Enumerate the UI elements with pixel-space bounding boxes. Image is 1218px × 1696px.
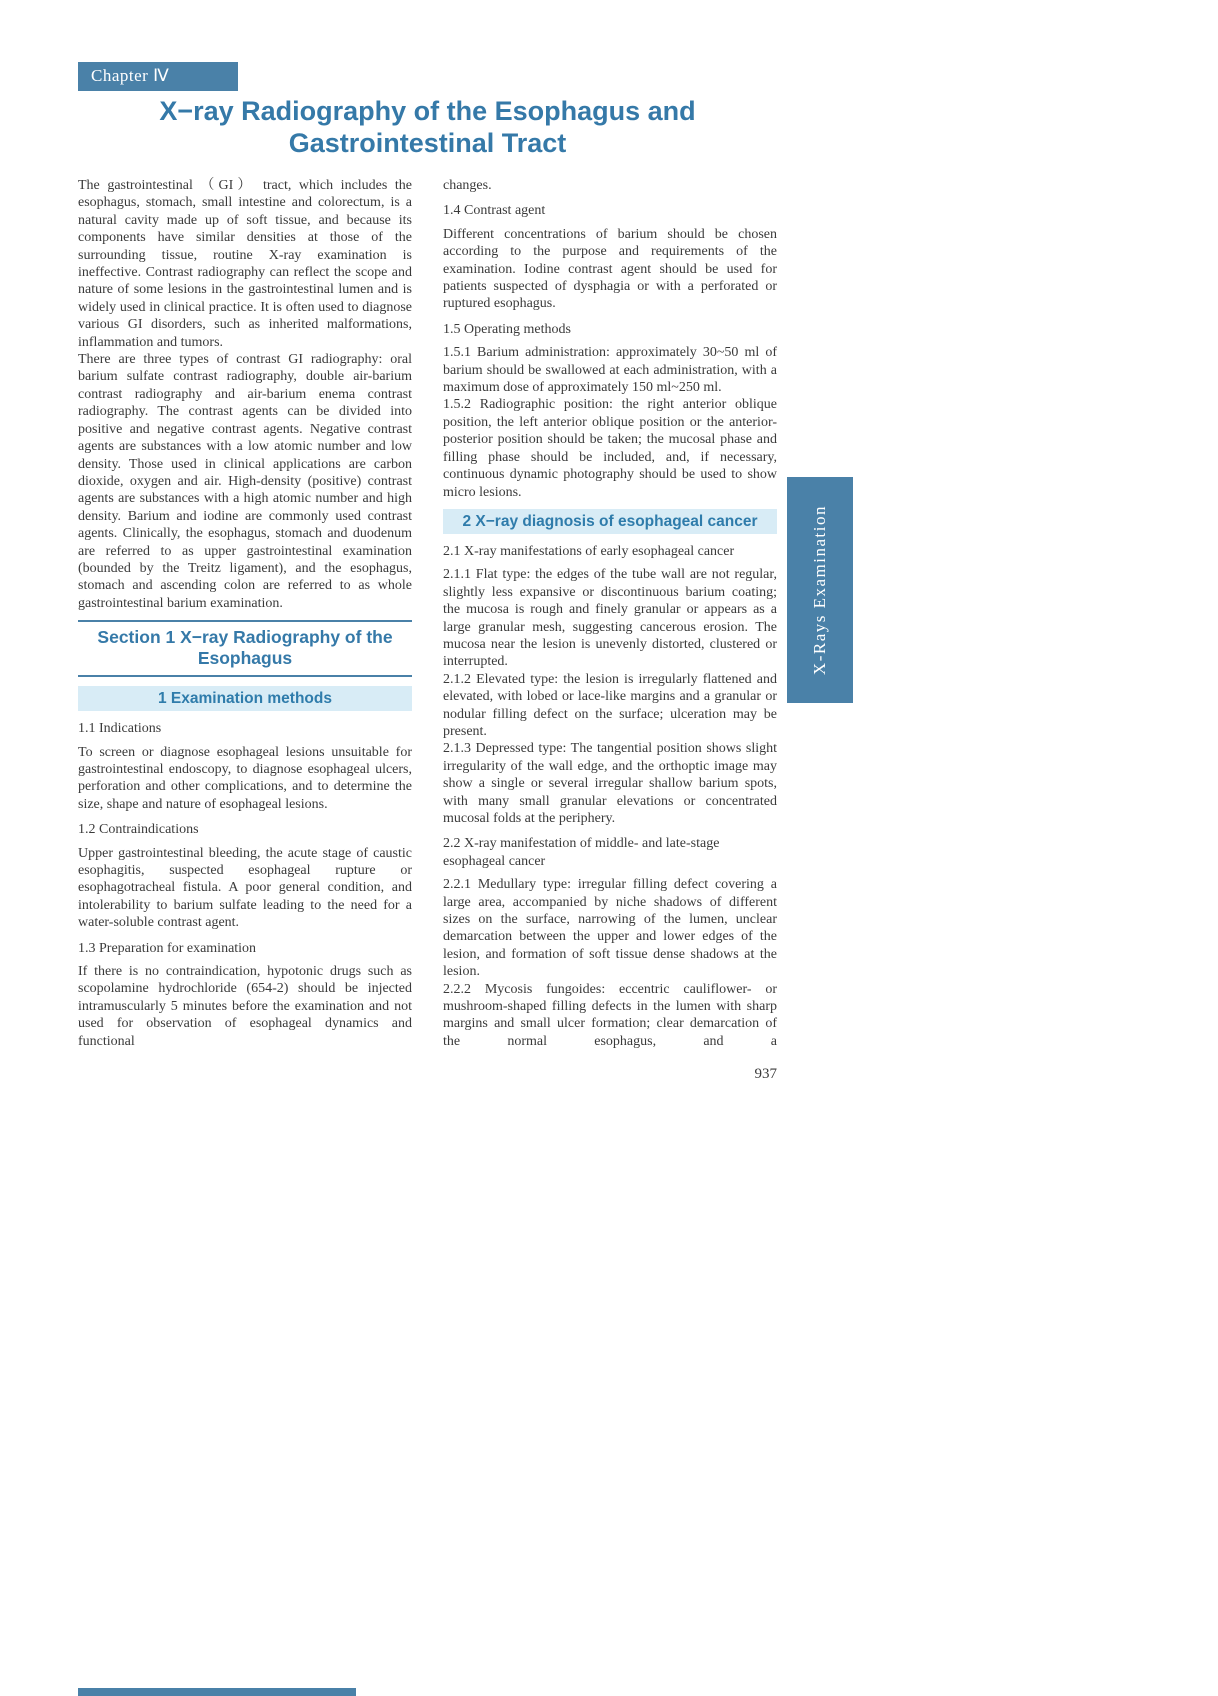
heading-1-1: 1.1 Indications	[78, 721, 162, 737]
side-tab-xrays-examination	[787, 477, 853, 703]
paragraph-intro-2: There are three types of contrast GI radiography: oral barium sulfate contrast radiography, double air-barium contrast radiography and air-barium enema contrast radiography. The contrast agents can be divided into positive and negative contrast agents. Negative contrast agents are substances with a low atomic number and low density. Those used in clinical applications are carbon dioxide, oxygen and air. High-density (positive) contrast agents are substances with a high atomic number and high density. Barium and iodine are commonly used contrast agents. Clinically, the esophagus, stomach and duodenum are referred to as upper gastrointestinal examination (bounded by the Treitz ligament), and the esophagus, stomach and ascending colon are referred to as whole gastrointestinal barium examination.	[78, 352, 412, 611]
band-xray-diagnosis: 2 X−ray diagnosis of esophageal cancer	[443, 509, 777, 534]
section-1-heading: Section 1 X−ray Radiography of the Esophagus	[78, 620, 412, 677]
paragraph-2-1-3: 2.1.3 Depressed type: The tangential position shows slight irregularity of the wall edge, and the orthoptic image may show a single or several irregular shallow barium spots, with many small granular elevations or concentrated mucosal folds at the periphery.	[443, 741, 777, 826]
paragraph-2-1-2: 2.1.2 Elevated type: the lesion is irregularly flattened and elevated, with lobed or lace-like margins and a granular or nodular filling defect on the surface; ulceration may be present.	[443, 671, 777, 739]
heading-1-3: 1.3 Preparation for examination	[78, 940, 257, 956]
paragraph-changes: changes.	[443, 178, 492, 193]
paragraph-1-3: If there is no contraindication, hypotonic drugs such as scopolamine hydrochloride (654-2) should be injected intramuscularly 5 minutes before the examination and not used for observation of esophageal dynamics and functional	[78, 964, 412, 1049]
paragraph-2-2-1: 2.2.1 Medullary type: irregular filling defect covering a large area, accompanied by niche shadows of different sizes on the surface, narrowing of the lumen, unclear demarcation between the upper and lower edges of the lesion, and formation of soft tissue dense shadows at the lesion.	[443, 877, 777, 980]
page-number: 937	[754, 1066, 777, 1083]
heading-2-1: 2.1 X-ray manifestations of early esophageal cancer	[443, 543, 735, 559]
chapter-badge	[78, 62, 238, 91]
heading-1-2: 1.2 Contraindications	[78, 822, 199, 838]
left-column	[78, 177, 412, 1084]
side-tab-label: X-Rays Examination	[810, 504, 829, 676]
paragraph-1-2: Upper gastrointestinal bleeding, the acute stage of caustic esophagitis, suspected esophageal rupture or esophagotracheal fistula. A poor general condition, and intolerability to barium sulfate leading to the need for a water-soluble contrast agent.	[78, 845, 412, 931]
page-title	[78, 95, 777, 159]
paragraph-1-5-1: 1.5.1 Barium administration: approximately 30~50 ml of barium should be swallowed at each administration, with a maximum dose of approximately 150 ml~250 ml.	[443, 345, 777, 396]
page-title-line1: X−ray Radiography of the Esophagus and	[159, 96, 696, 126]
footer-accent-bar	[78, 1688, 356, 1696]
paragraph-2-2-2: 2.2.2 Mycosis fungoides: eccentric cauliflower- or mushroom-shaped filling defects in the lumen with sharp margins and small ulcer formation; clear demarcation of the normal esophagus, and a	[443, 981, 777, 1049]
page-title-line2: Gastrointestinal Tract	[288, 128, 567, 158]
heading-1-5: 1.5 Operating methods	[443, 321, 571, 337]
paragraph-1-5-2: 1.5.2 Radiographic position: the right anterior oblique position, the left anterior oblique position or the anterior-posterior position should be taken; the mucosal phase and filling phase should be included, and, if necessary, continuous dynamic photography should be used to show micro lesions.	[443, 397, 777, 500]
heading-1-4: 1.4 Contrast agent	[443, 203, 546, 219]
paragraph-intro-1: The gastrointestinal （GI） tract, which includes the esophagus, stomach, small intestine and colorectum, is a natural cavity made up of soft tissue, and because its components have similar densities at those of the surrounding tissue, routine X-ray examination is ineffective. Contrast radiography can reflect the scope and nature of some lesions in the gastrointestinal lumen and is widely used in clinical practice. It is often used to diagnose various GI disorders, such as inherited malformations, inflammation and tumors.	[78, 178, 412, 350]
chapter-label: Chapter Ⅳ	[91, 66, 170, 85]
heading-2-2: 2.2 X-ray manifestation of middle- and late-stage esophageal cancer	[443, 836, 720, 869]
text-columns	[78, 177, 777, 1084]
band-examination-methods: 1 Examination methods	[78, 686, 412, 711]
paragraph-1-4: Different concentrations of barium should be chosen according to the purpose and requirements of the examination. Iodine contrast agent should be used for patients suspected of dysphagia or with a perforated or ruptured esophagus.	[443, 226, 777, 312]
paragraph-2-1-1: 2.1.1 Flat type: the edges of the tube wall are not regular, slightly less expansive or discontinuous barium coating; the mucosa is rough and finely granular or appears as a large granular mesh, suggesting cancerous erosion. The mucosa near the lesion is unevenly distorted, clustered or interrupted.	[443, 567, 777, 670]
paragraph-1-1: To screen or diagnose esophageal lesions unsuitable for gastrointestinal endoscopy, to diagnose esophageal ulcers, perforation and other complications, and to determine the size, shape and nature of esophageal lesions.	[78, 744, 412, 812]
right-column	[443, 177, 777, 1084]
